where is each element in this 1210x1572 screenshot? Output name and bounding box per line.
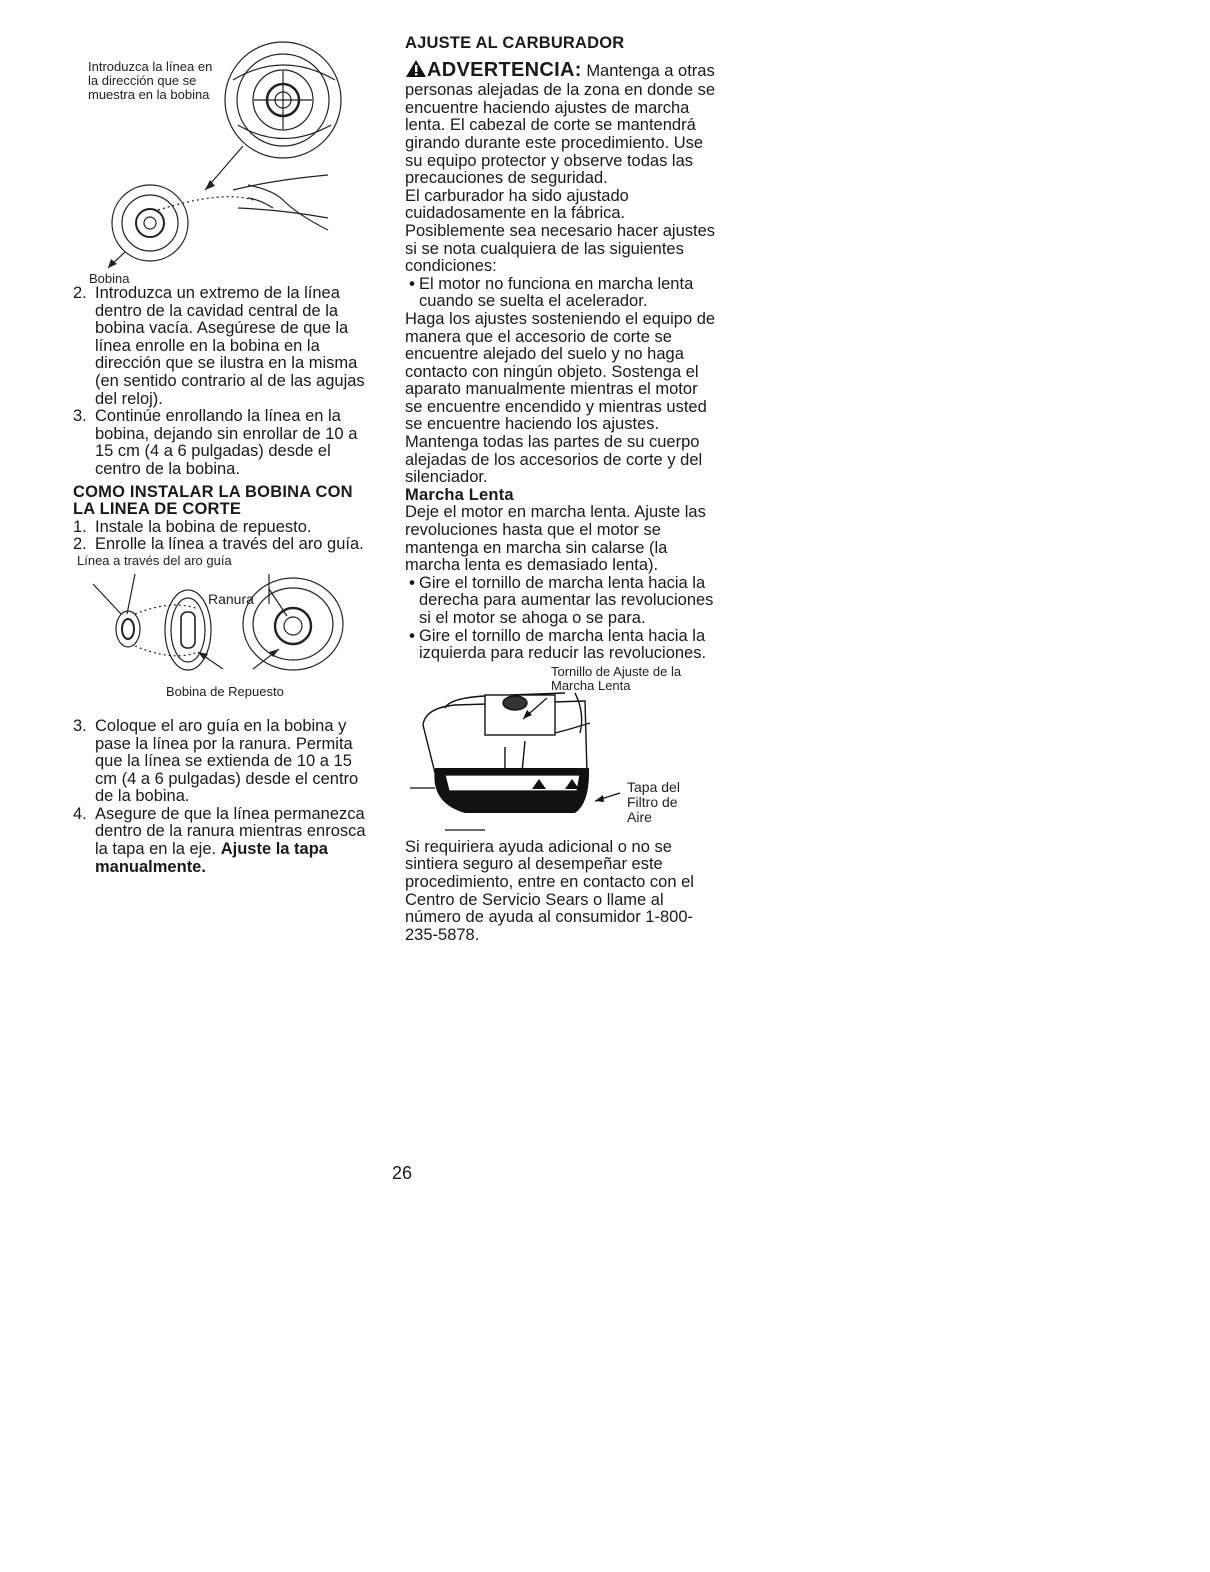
inst-step-4: 4. Asegure de que la línea permanezca dentro de la ranura mientras enrosca la tapa en la eje. Ajuste la tapa manualmente. [73,804,366,876]
para-carburador: El carburador ha sido ajustado cuidadosamente en la fábrica. Posiblemente sea necesario hacer ajustes si se nota cualquiera de las siguientes condiciones: [405,186,716,276]
para-ayuda: Si requiriera ayuda adicional o no se sintiera seguro al desempeñar este procedimiento, entre en contacto con el Centro de Servicio Sears o llame al número de ayuda al consumidor 1-800-235-5878. [405,837,694,944]
fig3-filter-label: Tapa del Filtro de Aire [627,778,680,825]
para-ajustes: Haga los ajustes sosteniendo el equipo de manera que el accesorio de corte se encuentre alejado del suelo y no haga contacto con ningún objeto. Sostenga el aparato manualmente mientras el motor se encuentre encendido y mientras usted se encuentre haciendo los ajustes. Mantenga todas las partes de su cuerpo alejadas de los accesorios de corte y del silenciador. [405,309,716,487]
inst-step-1: 1. Instale la bobina de repuesto. [73,517,312,536]
inst-step-2: 2. Enrolle la línea a través del aro guía. [73,535,364,554]
right-column [405,35,717,944]
bullet-izquierda: • Gire el tornillo de marcha lenta hacia la izquierda para reducir las revoluciones. [409,626,707,663]
step-3: 3. Continúe enrollando la línea en la bobina, dejando sin enrollar de 10 a 15 cm (4 a 6 pulgadas) desde el centro de la bobina. [73,407,358,478]
section-heading-instalar-bobina: COMO INSTALAR LA BOBINA CON LA LINEA DE CORTE [73,482,353,519]
bullet-derecha: • Gire el tornillo de marcha lenta hacia la derecha para aumentar las revoluciones si el motor se ahoga o se para. [409,573,714,627]
para-marcha-lenta: Deje el motor en marcha lenta. Ajuste las revoluciones hasta que el motor se mantenga en marcha sin calarse (la marcha lenta es demasiado lenta). [405,503,706,575]
inst-step-3: 3. Coloque el aro guía en la bobina y pase la línea por la ranura. Permita que la línea se extienda de 10 a 15 cm (4 a 6 pulgadas) desde el centro de la bobina. [73,716,359,806]
figure-spool-winding [73,40,373,285]
step-2: 2. Introduzca un extremo de la línea dentro de la cavidad central de la bobina vacía. Asegúrese de que la línea enrolle en la bobina en la dirección que se ilustra en la misma (en sentido contrario al de las agujas del reloj). [73,284,365,408]
warning-triangle-icon [405,59,427,83]
replacement-spool-illustration [73,554,373,704]
section-heading-carburador: AJUSTE AL CARBURADOR [405,34,625,52]
left-column [73,40,373,876]
fig1-caption: Introduzca la línea en la dirección que se muestra en la bobina [88,59,213,102]
warning-title: ADVERTENCIA: [427,58,582,81]
inst-step-4-bold: Ajuste la tapa manualmente. [95,840,328,876]
bullet-motor-no-funciona: • El motor no funciona en marcha lenta cuando se suelta el acelerador. [409,274,694,311]
fig2-ranura-label: Ranura [208,590,254,607]
spool-winding-illustration [73,40,373,285]
figure-replacement-spool [73,554,373,704]
warning-text: Mantenga a otras personas alejadas de la zona en donde se encuentre haciendo ajustes de marcha lenta. El cabezal de corte se mantendrá girando durante este procedimiento. Use su equipo protector y observe todas las precauciones de seguridad. [405,61,716,188]
subheading-marcha-lenta: Marcha Lenta [405,485,514,504]
fig1-bobina-label: Bobina [89,271,130,286]
page-number: 26 [392,1163,413,1183]
fig3-screw-label: Tornillo de Ajuste de la Marcha Lenta [551,663,682,693]
warning-block [405,59,717,188]
figure-carburetor [405,663,717,839]
fig2-bottom-label: Bobina de Repuesto [166,683,284,699]
fig2-top-label: Línea a través del aro guía [77,552,232,568]
